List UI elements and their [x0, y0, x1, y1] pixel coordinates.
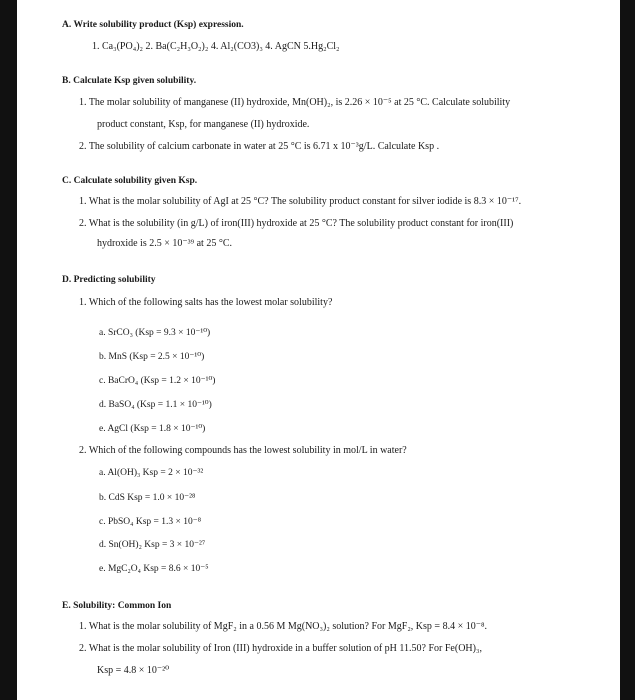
- section-d-q2: 2. Which of the following compounds has the lowest solubility in mol/L in water?: [79, 445, 407, 456]
- section-d-q1-option: d. BaSO₄ (Ksp = 1.1 × 10⁻¹⁰): [99, 400, 212, 410]
- worksheet-page: [17, 0, 620, 700]
- section-e-q1-line1: 1. What is the molar solubility of MgF₂ in a 0.56 M Mg(NO₃)₂ solution? For MgF₂, Ksp = 8.4 × 10⁻⁸.: [79, 621, 487, 632]
- section-e-heading: E. Solubility: Common Ion: [62, 601, 172, 611]
- section-c-q1-line1: 1. What is the molar solubility of AgI at 25 °C? The solubility product constant for silver iodide is 8.3 × 10⁻¹⁷.: [79, 196, 522, 207]
- section-b-heading: B. Calculate Ksp given solubility.: [62, 76, 197, 86]
- section-b-q2-line1: 2. The solubility of calcium carbonate in water at 25 °C is 6.71 x 10⁻³g/L. Calculate Ksp .: [79, 141, 440, 152]
- section-d-q2-option: d. Sn(OH)₂ Ksp = 3 × 10⁻²⁷: [99, 540, 206, 550]
- section-b-q1-line2: product constant, Ksp, for manganese (II) hydroxide.: [97, 119, 310, 130]
- section-d-q2-option: b. CdS Ksp = 1.0 × 10⁻²⁸: [99, 493, 196, 503]
- section-a-formulas: 1. Ca₃(PO₄)₂ 2. Ba(C₂H₃O₂)₂ 4. Al₂(CO3)₃ 4. AgCN 5.Hg₂Cl₂: [92, 41, 340, 52]
- section-d-q1: 1. Which of the following salts has the lowest molar solubility?: [79, 297, 333, 308]
- section-d-q1-option: a. SrCO₃ (Ksp = 9.3 × 10⁻¹⁰): [99, 328, 211, 338]
- section-d-q1-option: b. MnS (Ksp = 2.5 × 10⁻¹⁰): [99, 352, 205, 362]
- section-c-q2-line2: hydroxide is 2.5 × 10⁻³⁹ at 25 °C.: [97, 238, 233, 249]
- section-b-q1-line1: 1. The molar solubility of manganese (II) hydroxide, Mn(OH)₂, is 2.26 × 10⁻⁵ at 25 °C. Calculate solubility: [79, 97, 511, 108]
- section-c-q2-line1: 2. What is the solubility (in g/L) of iron(III) hydroxide at 25 °C? The solubility product constant for iron(III): [79, 218, 514, 229]
- section-c-heading: C. Calculate solubility given Ksp.: [62, 176, 198, 186]
- section-d-q2-option: c. PbSO₄ Ksp = 1.3 × 10⁻⁸: [99, 517, 202, 527]
- section-d-q2-option: a. Al(OH)₃ Ksp = 2 × 10⁻³²: [99, 468, 204, 478]
- section-e-q2-line2: Ksp = 4.8 × 10⁻²⁰: [97, 665, 170, 676]
- section-e-q2-line1: 2. What is the molar solubility of Iron (III) hydroxide in a buffer solution of pH 11.50? For Fe(OH)₃,: [79, 643, 482, 654]
- section-d-q1-option: e. AgCl (Ksp = 1.8 × 10⁻¹⁰): [99, 424, 206, 434]
- section-d-q2-option: e. MgC₂O₄ Ksp = 8.6 × 10⁻⁵: [99, 564, 209, 574]
- section-d-heading: D. Predicting solubility: [62, 275, 156, 285]
- section-a-heading: A. Write solubility product (Ksp) expression.: [62, 20, 244, 30]
- section-d-q1-option: c. BaCrO₄ (Ksp = 1.2 × 10⁻¹⁰): [99, 376, 216, 386]
